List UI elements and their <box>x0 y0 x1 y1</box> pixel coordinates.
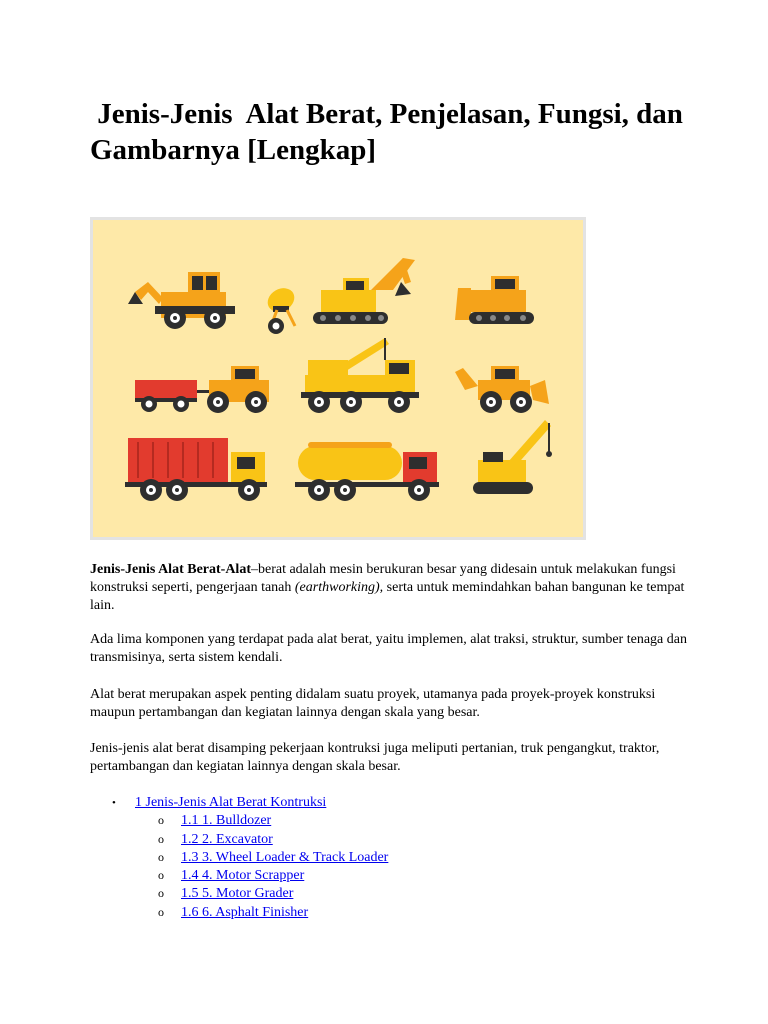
dump-truck-icon <box>125 438 267 501</box>
cement-mixer-icon <box>263 283 298 334</box>
intro-italic: (earthworking), <box>294 580 384 595</box>
toc-subitem <box>90 904 690 922</box>
toc-link-excavator[interactable]: 1.2 2. Excavator <box>181 831 273 847</box>
toc-link-jenis-jenis-alat-berat[interactable]: 1 Jenis-Jenis Alat Berat Kontruksi <box>135 795 327 810</box>
intro-bold-lead: Jenis-Jenis Alat Berat-Alat <box>90 562 251 577</box>
toc-link-bulldozer[interactable]: 1.1 1. Bulldozer <box>181 813 272 829</box>
backhoe-icon <box>128 272 235 329</box>
heavy-equipment-svg <box>93 220 583 537</box>
heavy-equipment-illustration <box>90 217 586 540</box>
page-title: Jenis-Jenis Alat Berat, Penjelasan, Fungsi, dan Gambarnya [Lengkap] <box>90 98 691 166</box>
tracked-crane-icon <box>473 420 552 494</box>
intro-text-a: –berat adalah mesin berukuran besar yang didesain untuk melakukan fungsi konstruksi seperti, pengerjaan tanah <box>90 562 676 595</box>
toc-item-1 <box>90 794 690 812</box>
toc-subitem <box>90 831 690 849</box>
tractor-trailer-icon <box>135 366 269 413</box>
table-of-contents <box>90 794 690 922</box>
intro-paragraph <box>90 561 690 615</box>
toc-subitem <box>90 849 690 867</box>
bullet-circle-icon: o <box>158 868 164 883</box>
importance-paragraph: Alat berat merupakan aspek penting didalam suatu proyek, utamanya pada proyek-proyek konstruksi maupun pertambangan dan kegiatan lainnya dengan skala yang besar. <box>90 687 656 720</box>
crane-truck-icon <box>301 338 419 413</box>
components-paragraph: Ada lima komponen yang terdapat pada alat berat, yaitu implemen, alat traksi, struktur, sumber tenaga dan transmisinya, serta sistem kendali. <box>90 632 687 665</box>
toc-link-wheel-loader[interactable]: 1.3 3. Wheel Loader & Track Loader <box>181 849 389 865</box>
excavator-icon <box>313 258 415 324</box>
intro-text-b: serta untuk memindahkan bahan bangunan ke tempat lain. <box>90 580 685 613</box>
bulldozer-icon <box>455 276 534 324</box>
tanker-truck-icon <box>295 442 439 501</box>
bullet-circle-icon: o <box>158 886 164 901</box>
toc-link-motor-grader[interactable]: 1.5 5. Motor Grader <box>181 886 294 902</box>
toc-link-motor-scrapper[interactable]: 1.4 4. Motor Scrapper <box>181 868 305 884</box>
bullet-circle-icon: o <box>158 904 164 919</box>
bullet-circle-icon: o <box>158 813 164 828</box>
bullet-circle-icon: o <box>158 849 164 864</box>
toc-subitem <box>90 867 690 885</box>
bullet-dot-icon: • <box>112 797 116 809</box>
toc-link-asphalt-finisher[interactable]: 1.6 6. Asphalt Finisher <box>181 904 309 920</box>
toc-subitem <box>90 885 690 903</box>
backhoe-loader-icon <box>455 366 549 413</box>
bullet-circle-icon: o <box>158 831 164 846</box>
toc-subitem <box>90 812 690 830</box>
types-paragraph: Jenis-jenis alat berat disamping pekerjaan kontruksi juga meliputi pertanian, truk pengangkut, traktor, pertambangan dan kegiatan lainnya dengan skala besar. <box>90 741 660 774</box>
